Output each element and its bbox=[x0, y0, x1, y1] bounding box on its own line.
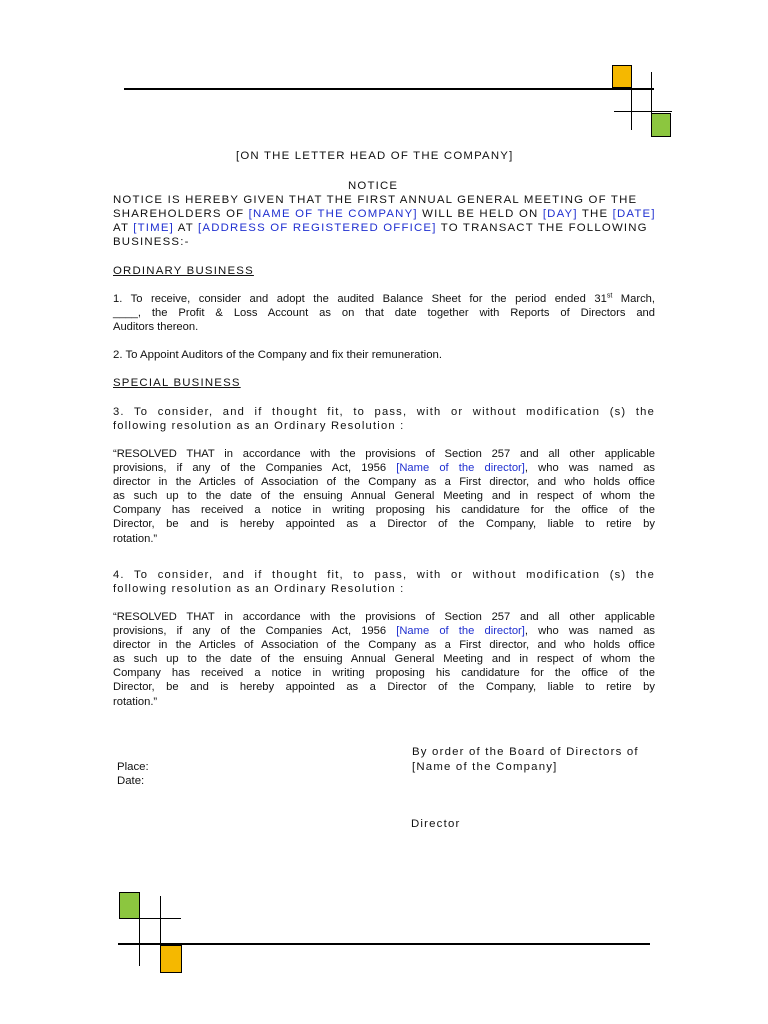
letterhead-note: [ON THE LETTER HEAD OF THE COMPANY] bbox=[236, 150, 514, 162]
intro-line-4: BUSINESS:- bbox=[113, 236, 190, 248]
resolution-3: “RESOLVED THAT in accordance with the provisions of Section 257 and all other applicable provisions, if any of the Companies Act, 1956 [Name of the director], who was named as director in the Articles of Association of the Company as a First director, and who holds office as such up to the date of the ensuing Annual General Meeting and in respect of whom the Company has received a notice in writing proposing his candidature for the office of the Director, be and is hereby appointed as a Director of the Company, liable to retire by rotation.” bbox=[113, 448, 656, 545]
intro-line-1: NOTICE IS HEREBY GIVEN THAT THE FIRST ANNUAL GENERAL MEETING OF THE bbox=[113, 194, 638, 206]
bottom-horizontal-line bbox=[119, 918, 181, 919]
address-placeholder: [ADDRESS OF REGISTERED OFFICE] bbox=[198, 222, 437, 234]
orange-square bbox=[612, 65, 632, 88]
ordinary-item-1: 1. To receive, consider and adopt the audited Balance Sheet for the period ended 31st March, ____, the Profit & Loss Account as on that date together with Reports of Directors and Auditors thereon. bbox=[113, 292, 655, 334]
bottom-rule bbox=[118, 943, 650, 945]
notice-title: NOTICE bbox=[348, 180, 399, 192]
special-item-4: 4. To consider, and if thought fit, to pass, with or without modification (s) the following resolution as an Ordinary Resolution : bbox=[113, 569, 655, 596]
date-label: Date: bbox=[117, 775, 145, 787]
special-business-heading: SPECIAL BUSINESS bbox=[113, 377, 241, 389]
top-rule bbox=[124, 88, 654, 90]
intro-line-2: SHAREHOLDERS OF [NAME OF THE COMPANY] WILL BE HELD ON [DAY] THE [DATE] bbox=[113, 208, 656, 220]
green-square bbox=[119, 892, 140, 919]
bottom-vertical-line-2 bbox=[160, 896, 161, 946]
intro-line-3: AT [TIME] AT [ADDRESS OF REGISTERED OFFICE] TO TRANSACT THE FOLLOWING bbox=[113, 222, 648, 234]
time-placeholder: [TIME] bbox=[133, 222, 175, 234]
day-placeholder: [DAY] bbox=[542, 208, 578, 220]
director-label: Director bbox=[411, 818, 461, 830]
by-order-line: By order of the Board of Directors of bbox=[412, 746, 639, 758]
top-vertical-line-1 bbox=[631, 88, 632, 130]
ordinary-item-2: 2. To Appoint Auditors of the Company and fix their remuneration. bbox=[113, 349, 443, 361]
director-name-placeholder: [Name of the director] bbox=[396, 462, 525, 475]
orange-square bbox=[160, 945, 182, 973]
director-name-placeholder: [Name of the director] bbox=[396, 625, 525, 638]
ordinary-business-heading: ORDINARY BUSINESS bbox=[113, 265, 254, 277]
date-placeholder: [DATE] bbox=[612, 208, 656, 220]
company-name-line: [Name of the Company] bbox=[412, 761, 558, 773]
bottom-vertical-line-1 bbox=[139, 900, 140, 966]
special-item-3: 3. To consider, and if thought fit, to pass, with or without modification (s) the following resolution as an Ordinary Resolution : bbox=[113, 406, 655, 433]
company-name-placeholder: [NAME OF THE COMPANY] bbox=[248, 208, 418, 220]
top-horizontal-line bbox=[614, 111, 672, 112]
green-square bbox=[651, 113, 671, 137]
place-label: Place: bbox=[117, 761, 149, 773]
resolution-4: “RESOLVED THAT in accordance with the provisions of Section 257 and all other applicable provisions, if any of the Companies Act, 1956 [Name of the director], who was named as director in the Articles of Association of the Company as a First director, and who holds office as such up to the date of the ensuing Annual General Meeting and in respect of whom the Company has received a notice in writing proposing his candidature for the office of the Director, be and is hereby appointed as a Director of the Company, liable to retire by rotation.” bbox=[113, 611, 656, 708]
